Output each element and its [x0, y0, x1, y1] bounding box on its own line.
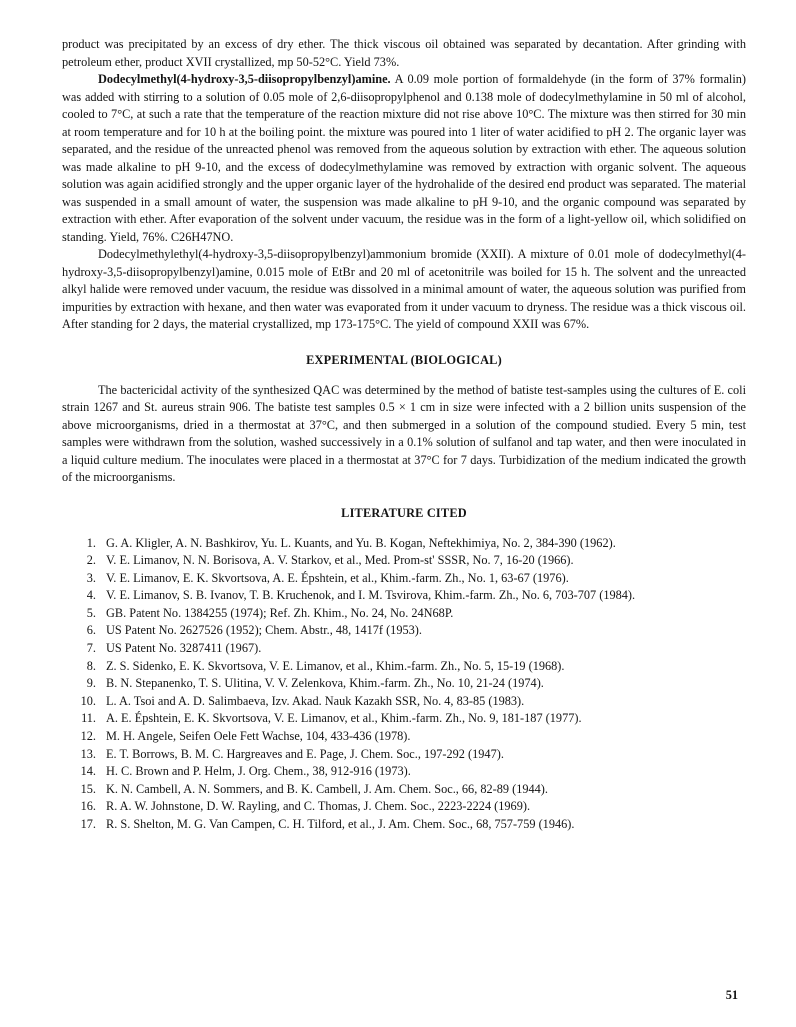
- reference-number: 10.: [80, 693, 96, 708]
- reference-text: K. N. Cambell, A. N. Sommers, and B. K. Cambell, J. Am. Chem. Soc., 66, 82-89 (1944).: [106, 781, 548, 796]
- reference-number: 1.: [86, 535, 96, 550]
- reference-text: Z. S. Sidenko, E. K. Skvortsova, V. E. Limanov, et al., Khim.-farm. Zh., No. 5, 15-19 (1968).: [106, 658, 565, 673]
- reference-text: R. S. Shelton, M. G. Van Campen, C. H. Tilford, et al., J. Am. Chem. Soc., 68, 757-759 (1946).: [106, 817, 575, 831]
- reference-text: A. E. Épshtein, E. K. Skvortsova, V. E. Limanov, et al., Khim.-farm. Zh., No. 9, 181-187 (1977).: [106, 711, 582, 726]
- reference-text: E. T. Borrows, B. M. C. Hargreaves and E. Page, J. Chem. Soc., 197-292 (1947).: [106, 746, 504, 761]
- reference-item: [62, 675, 746, 693]
- page-number: 51: [725, 988, 738, 1002]
- reference-text: R. A. W. Johnstone, D. W. Rayling, and C. Thomas, J. Chem. Soc., 2223-2224 (1969).: [106, 799, 531, 814]
- paragraph-text: A 0.09 mole portion of formaldehyde (in the form of 37% formalin) was added with stirring to a solution of 0.05 mole of 2,6-diisopropylphenol and 0.138 mole of dodecylmethylamine in 50 ml of alcohol, cooled to 7°C, at such a rate that the temperature of the reaction mixture did not rise above 10°C. The mixture was then stirred for 30 min at room temperature and for 10 h at the boiling point. the mixture was poured into 1 liter of water acidified to pH 2. The organic layer was separated, and the residue of the unreacted phenol was removed from the aqueous solution by extraction with ether. The aqueous solution was made alkaline to pH 9-10, and the excess of dodecylmethylamine was removed by extraction with organic solvent. The aqueous solution was again acidified strongly and the upper organic layer of the hydrohalide of the desired end product was separated. The material was suspended in a small amount of water, the suspension was made alkaline to pH 9-10, and the organic compound was separated by extraction with ether. After evaporation of the solvent under vacuum, the residue was in the form of a light-yellow oil, which solidified on standing. Yield, 76%. C26H47NO.: [62, 72, 746, 244]
- paragraph-amine-synthesis: [62, 71, 746, 246]
- reference-item: [62, 781, 746, 799]
- reference-number: 12.: [80, 729, 96, 744]
- reference-item: [62, 640, 746, 658]
- reference-item: [62, 552, 746, 570]
- paragraph-product-xvii: [62, 36, 746, 71]
- paragraph-text: Dodecylmethylethyl(4-hydroxy-3,5-diisopropylbenzyl)ammonium bromide (XXII). A mixture of 0.01 mole of dodecylmethyl(4-hydroxy-3,5-diisopropylbenzyl)amine, 0.015 mole of EtBr and 20 ml of acetonitrile was boiled for 15 h. The solvent and the unreacted alkyl halide were removed under vacuum, the residue was dissolved in a minimal amount of water, the aqueous solution was purified from impurities by extraction with hexane, and then water was evaporated from it under vacuum to dryness. The residue was a thick viscous oil. After standing for 2 days, the material crystallized, mp 173-175°C. The yield of compound XXII was 67%.: [62, 247, 746, 331]
- reference-item: [62, 816, 746, 834]
- reference-item: [62, 658, 746, 676]
- reference-number: 8.: [86, 658, 96, 673]
- reference-item: [62, 763, 746, 781]
- reference-number: 15.: [80, 781, 96, 796]
- reference-item: [62, 710, 746, 728]
- reference-text: GB. Patent No. 1384255 (1974); Ref. Zh. Khim., No. 24, No. 24N68P.: [106, 605, 454, 620]
- reference-text: G. A. Kligler, A. N. Bashkirov, Yu. L. Kuants, and Yu. B. Kogan, Neftekhimiya, No. 2, 384-390 (1962).: [106, 535, 616, 550]
- reference-number: 5.: [86, 605, 96, 620]
- reference-number: 9.: [86, 676, 96, 691]
- reference-text: H. C. Brown and P. Helm, J. Org. Chem., 38, 912-916 (1973).: [106, 764, 411, 779]
- reference-text: US Patent No. 2627526 (1952); Chem. Abstr., 48, 1417f (1953).: [106, 623, 422, 638]
- reference-number: 6.: [86, 623, 96, 638]
- reference-text: V. E. Limanov, N. N. Borisova, A. V. Starkov, et al., Med. Prom-st' SSSR, No. 7, 16-20 (1966).: [106, 553, 574, 568]
- reference-item: [62, 798, 746, 816]
- reference-text: V. E. Limanov, S. B. Ivanov, T. B. Kruchenok, and I. M. Tsvirova, Khim.-farm. Zh., No. 6, 703-707 (1984).: [106, 588, 636, 603]
- section-heading-biological: EXPERIMENTAL (BIOLOGICAL): [306, 352, 502, 367]
- section-heading-literature: LITERATURE CITED: [341, 505, 467, 520]
- reference-text: B. N. Stepanenko, T. S. Ulitina, V. V. Zelenkova, Khim.-farm. Zh., No. 10, 21-24 (1974).: [106, 676, 544, 691]
- page-body: [62, 36, 746, 834]
- reference-text: US Patent No. 3287411 (1967).: [106, 641, 262, 656]
- reference-item: [62, 693, 746, 711]
- reference-item: [62, 535, 746, 553]
- paragraph-text: The bactericidal activity of the synthesized QAC was determined by the method of batiste test-samples using the cultures of E. coli strain 1267 and St. aureus strain 906. The batiste test samples 0.5 × 1 cm in size were infected with a 2 billion units suspension of the above microorganisms, dried in a thermostat at 37°C, and then submerged in a solution of the compound studied. Every 5 min, test samples were withdrawn from the solution, washed successively in a 0.1% solution of sulfanol and tap water, and then were inoculated in a liquid culture medium. The inoculates were placed in a thermostat at 37°C for 7 days. Turbidization of the medium indicated the growth of the microorganisms.: [62, 382, 746, 484]
- reference-item: [62, 622, 746, 640]
- reference-item: [62, 570, 746, 588]
- paragraph-text: product was precipitated by an excess of dry ether. The thick viscous oil obtained was separated by decantation. After grinding with petroleum ether, product XVII crystallized, mp 50-52°C. Yield 73%.: [62, 37, 746, 69]
- reference-number: 11.: [81, 711, 96, 726]
- reference-text: M. H. Angele, Seifen Oele Fett Wachse, 104, 433-436 (1978).: [106, 729, 411, 744]
- reference-item: [62, 746, 746, 764]
- reference-number: 7.: [86, 641, 96, 656]
- reference-item: [62, 728, 746, 746]
- reference-number: 3.: [86, 570, 96, 585]
- reference-number: 14.: [80, 764, 96, 779]
- paragraph-ammonium-bromide: [62, 246, 746, 334]
- reference-number: 16.: [80, 799, 96, 814]
- reference-text: V. E. Limanov, E. K. Skvortsova, A. E. Épshtein, et al., Khim.-farm. Zh., No. 1, 63-67 (1976).: [106, 570, 569, 585]
- reference-list: [62, 535, 746, 834]
- reference-item: [62, 605, 746, 623]
- reference-number: 4.: [86, 588, 96, 603]
- reference-text: L. A. Tsoi and A. D. Salimbaeva, Izv. Akad. Nauk Kazakh SSR, No. 4, 83-85 (1983).: [106, 693, 525, 708]
- reference-number: 2.: [86, 553, 96, 568]
- paragraph-biological: [62, 382, 746, 487]
- reference-number: 13.: [80, 746, 96, 761]
- reference-item: [62, 587, 746, 605]
- reference-number: 17.: [80, 817, 96, 831]
- compound-heading: Dodecylmethyl(4-hydroxy-3,5-diisopropylbenzyl)amine.: [98, 72, 391, 86]
